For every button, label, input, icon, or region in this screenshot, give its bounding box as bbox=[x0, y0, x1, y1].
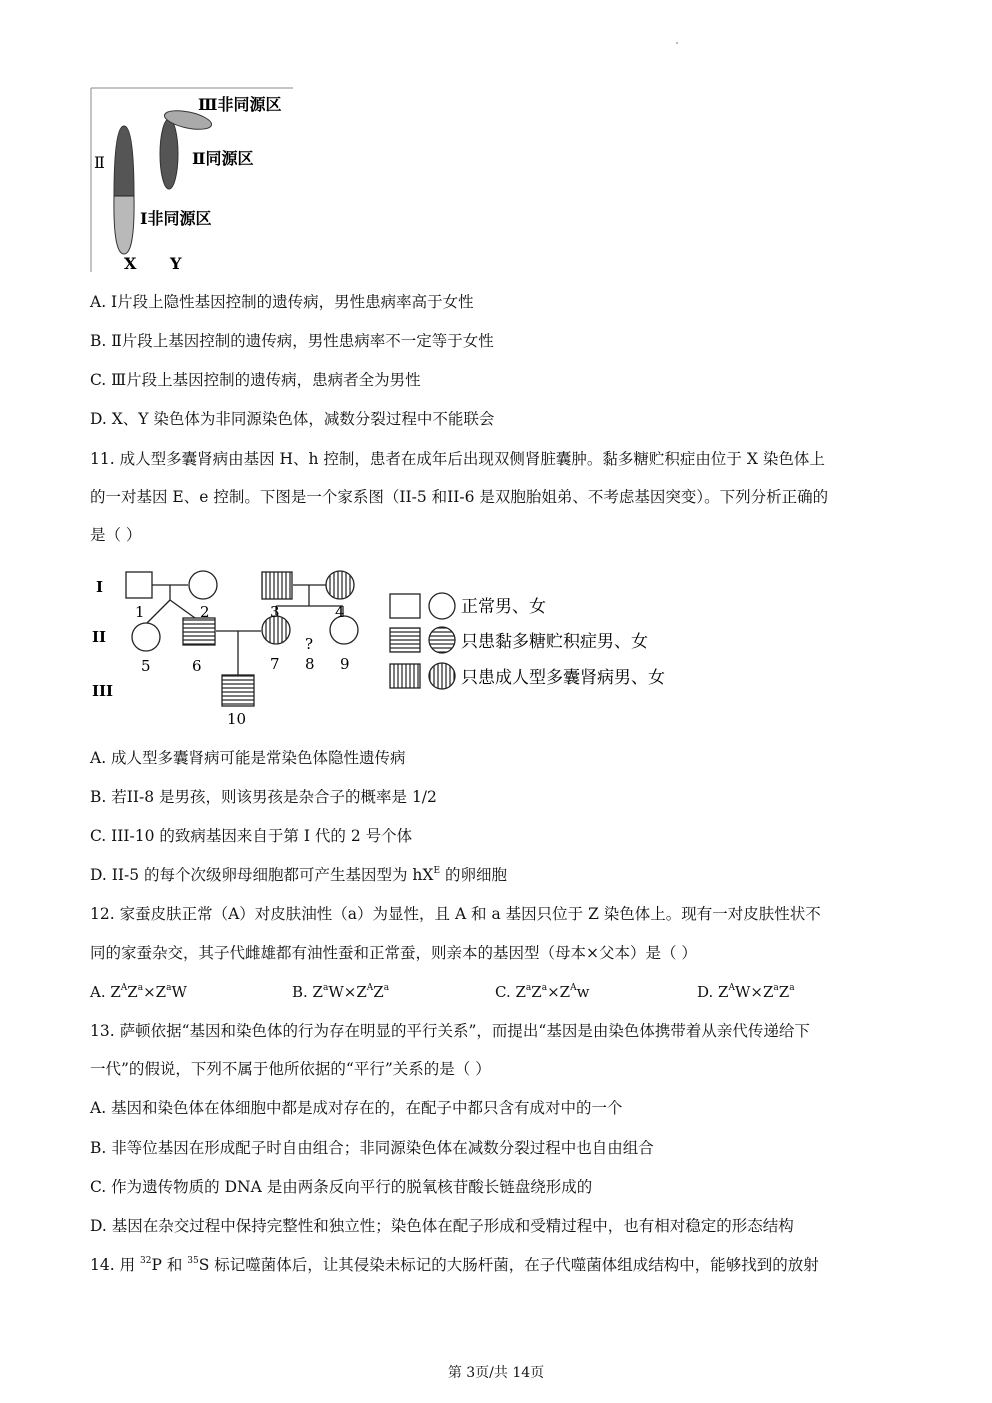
x-chromosome-upper bbox=[114, 126, 134, 196]
q11-stem-line2: 的一对基因 E、e 控制。下图是一个家系图（II-5 和II-6 是双胞胎姐弟、不考虑基因突变）。下列分析正确的 bbox=[90, 488, 829, 506]
q12-option-d: D. $Z^AW\times Z^aZ^a$ bbox=[697, 983, 795, 1001]
label-y: Y bbox=[170, 254, 182, 273]
q13-stem-line2: 一代”的假说，下列不属于他所依据的“平行”关系的是（ ） bbox=[90, 1060, 491, 1078]
q10-option-d: D. X、Y 染色体为非同源染色体，减数分裂过程中不能联会 bbox=[90, 410, 495, 428]
q12-option-c: C. $Z^aZ^a\times Z^Aw$ bbox=[495, 983, 590, 1001]
id-9: 9 bbox=[340, 655, 350, 673]
id-1: 1 bbox=[135, 603, 145, 621]
q11-stem-line1: 11. 成人型多囊肾病由基因 H、h 控制，患者在成年后出现双侧肾脏囊肿。黏多糖贮积症由位于 X 染色体上 bbox=[90, 450, 825, 468]
legend-mps-label: 只患黏多糖贮积症男、女 bbox=[461, 632, 648, 652]
label-region2: Ⅱ同源区 bbox=[192, 149, 254, 168]
q12-stem-line2: 同的家蚕杂交，其子代雌雄都有油性蚕和正常蚕，则亲本的基因型（母本×父本）是（ ） bbox=[90, 944, 697, 962]
legend-pkd-female bbox=[429, 663, 455, 689]
legend-mps-male bbox=[390, 628, 420, 652]
gen-label-i: I bbox=[96, 578, 104, 596]
legend-normal-label: 正常男、女 bbox=[461, 597, 546, 617]
pedigree-ind-1 bbox=[126, 572, 152, 598]
x-chromosome-lower bbox=[114, 196, 134, 254]
legend-pkd-label: 只患成人型多囊肾病男、女 bbox=[461, 668, 665, 688]
pedigree-ind-5 bbox=[132, 623, 160, 651]
y-chromosome-body bbox=[160, 119, 178, 189]
q13-option-c: C. 作为遗传物质的 DNA 是由两条反向平行的脱氧核苷酸长链盘绕形成的 bbox=[90, 1178, 593, 1196]
q14-stem-line1: 14. 用 $^{32}$P 和 $^{35}$S 标记噬菌体后，让其侵染未标记的大肠杆菌，在子代噬菌体组成结构中，能够找到的放射 bbox=[90, 1256, 819, 1274]
gen-label-iii: III bbox=[92, 682, 114, 700]
q10-option-c: C. Ⅲ片段上基因控制的遗传病，患病者全为男性 bbox=[90, 371, 421, 389]
pedigree-ind-4 bbox=[326, 571, 354, 599]
id-5: 5 bbox=[141, 657, 151, 675]
pedigree-ind-3 bbox=[262, 572, 292, 599]
legend-normal-male bbox=[390, 594, 420, 618]
pedigree-ind-10 bbox=[222, 675, 254, 706]
q11-option-b: B. 若II-8 是男孩，则该男孩是杂合子的概率是 1/2 bbox=[90, 788, 437, 806]
pedigree-figure bbox=[88, 566, 708, 734]
q13-option-b: B. 非等位基因在形成配子时自由组合；非同源染色体在减数分裂过程中也自由组合 bbox=[90, 1139, 654, 1157]
q11-stem-line3: 是（ ） bbox=[90, 526, 142, 544]
legend-mps-female bbox=[429, 627, 455, 653]
q13-option-d: D. 基因在杂交过程中保持完整性和独立性；染色体在配子形成和受精过程中，也有相对稳定的形态结构 bbox=[90, 1217, 794, 1235]
xy-chromosome-figure bbox=[88, 86, 308, 276]
label-region3: Ⅲ非同源区 bbox=[198, 95, 282, 114]
pedigree-ind-2 bbox=[189, 571, 217, 599]
question-mark: ? bbox=[305, 635, 314, 653]
label-region1: Ⅰ非同源区 bbox=[140, 209, 212, 228]
q10-option-a: A. Ⅰ片段上隐性基因控制的遗传病，男性患病率高于女性 bbox=[90, 293, 474, 311]
q11-option-a: A. 成人型多囊肾病可能是常染色体隐性遗传病 bbox=[90, 749, 406, 767]
label-left-ii: Ⅱ bbox=[94, 153, 105, 172]
id-7: 7 bbox=[270, 655, 280, 673]
label-x: X bbox=[124, 254, 137, 273]
q11-option-d: D. II-5 的每个次级卵母细胞都可产生基因型为 $hX^E$ 的卵细胞 bbox=[90, 866, 507, 884]
legend-pkd-male bbox=[390, 664, 420, 688]
id-8: 8 bbox=[305, 655, 315, 673]
pedigree-ind-6 bbox=[183, 618, 215, 645]
q12-option-b: B. $Z^aW\times Z^AZ^a$ bbox=[292, 983, 390, 1001]
id-3: 3 bbox=[270, 603, 280, 621]
scan-dot bbox=[676, 42, 678, 44]
q12-option-a: A. $Z^AZ^a\times Z^aW$ bbox=[90, 983, 187, 1001]
q12-stem-line1: 12. 家蚕皮肤正常（A）对皮肤油性（a）为显性，且 A 和 a 基因只位于 Z 染色体上。现有一对皮肤性状不 bbox=[90, 905, 821, 923]
q11-option-c: C. III-10 的致病基因来自于第 I 代的 2 号个体 bbox=[90, 827, 413, 845]
q10-option-b: B. Ⅱ片段上基因控制的遗传病，男性患病率不一定等于女性 bbox=[90, 332, 494, 350]
id-10: 10 bbox=[227, 710, 247, 728]
q13-option-a: A. 基因和染色体在体细胞中都是成对存在的，在配子中都只含有成对中的一个 bbox=[90, 1099, 623, 1117]
legend-normal-female bbox=[429, 593, 455, 619]
gen-label-ii: II bbox=[92, 628, 107, 646]
page-footer: 第 3页/共 14页 bbox=[447, 1365, 545, 1381]
id-6: 6 bbox=[192, 657, 202, 675]
id-4: 4 bbox=[335, 603, 345, 621]
q13-stem-line1: 13. 萨顿依据“基因和染色体的行为存在明显的平行关系”，而提出“基因是由染色体携带着从亲代传递给下 bbox=[90, 1022, 810, 1040]
id-2: 2 bbox=[200, 603, 210, 621]
